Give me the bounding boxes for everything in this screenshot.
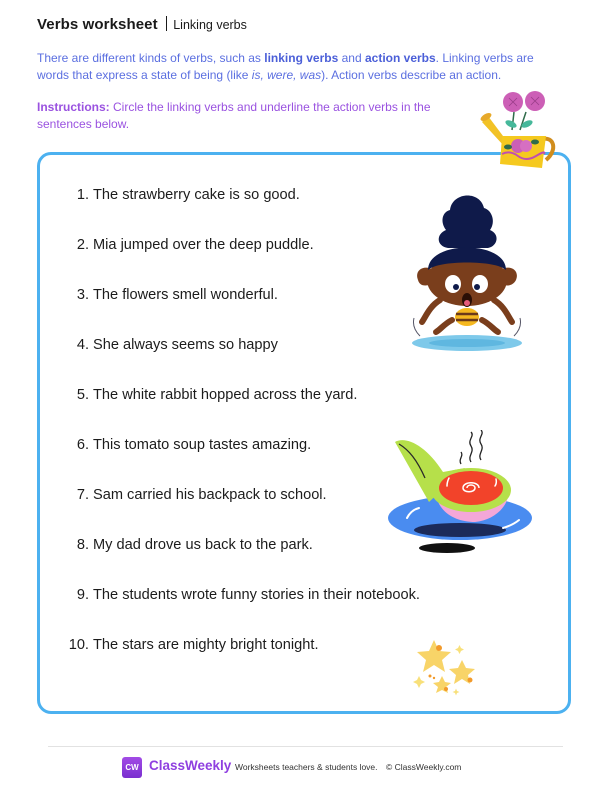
sentence-number: 10. [68,637,89,653]
intro-paragraph [37,50,562,83]
intro-text: There are different kinds of verbs, such as [37,51,265,65]
brand-name: ClassWeekly [149,758,232,773]
intro-text: . Linking verbs are words that express a state of being (like [37,51,534,82]
title-separator [166,16,168,31]
footer-divider [48,746,563,747]
sentence-item [60,184,300,206]
sentence-item [60,384,357,406]
sentence-text: Mia jumped over the deep puddle. [93,237,314,253]
intro-term-linking: linking verbs [264,51,339,65]
sentence-number: 1. [76,187,89,203]
sentence-text: My dad drove us back to the park. [93,537,313,553]
sentence-number: 5. [76,387,89,403]
sentence-text: She always seems so happy [93,337,278,353]
sentence-item [60,334,278,356]
worksheet-subtitle: Linking verbs [173,18,247,32]
sentence-number: 9. [76,587,89,603]
instructions-label: Instructions: [37,100,110,114]
sentence-item [60,284,278,306]
tomato-soup-icon [385,430,535,555]
sentence-text: The strawberry cake is so good. [93,187,300,203]
worksheet-header [37,14,247,34]
sentence-item [60,584,420,606]
sentence-text: This tomato soup tastes amazing. [93,437,312,453]
sentence-item [60,634,319,656]
instructions-text: Circle the linking verbs and underline the action verbs in the sentences below. [37,100,431,131]
footer-copyright: © ClassWeekly.com [386,762,462,772]
sentence-text: The students wrote funny stories in their notebook. [93,587,420,603]
intro-text: ). Action verbs describe an action. [321,67,502,82]
sentence-text: The flowers smell wonderful. [93,287,278,303]
footer [0,757,612,779]
classweekly-logo-icon: CW [122,757,142,778]
sparkle-stars-icon [410,636,482,698]
sentence-item [60,234,314,256]
sentence-text: The stars are mighty bright tonight. [93,637,319,653]
sentence-number: 4. [76,337,89,353]
sentence-text: Sam carried his backpack to school. [93,487,327,503]
intro-examples: is, were, was [251,67,322,82]
sentence-number: 6. [76,437,89,453]
sentence-item [60,434,311,456]
intro-text: and [338,51,365,65]
sentence-text: The white rabbit hopped across the yard. [93,387,358,403]
sentence-number: 8. [76,537,89,553]
instructions [37,99,467,132]
girl-jumping-icon [400,190,535,355]
sentence-item [60,484,327,506]
sentence-number: 2. [76,237,89,253]
worksheet-title: Verbs worksheet [37,16,158,33]
intro-term-action: action verbs [364,51,436,65]
sentence-number: 3. [76,287,89,303]
sentence-item [60,534,313,556]
sentence-number: 7. [76,487,89,503]
footer-tagline: Worksheets teachers & students love. [235,762,378,772]
watering-can-icon [480,84,560,170]
